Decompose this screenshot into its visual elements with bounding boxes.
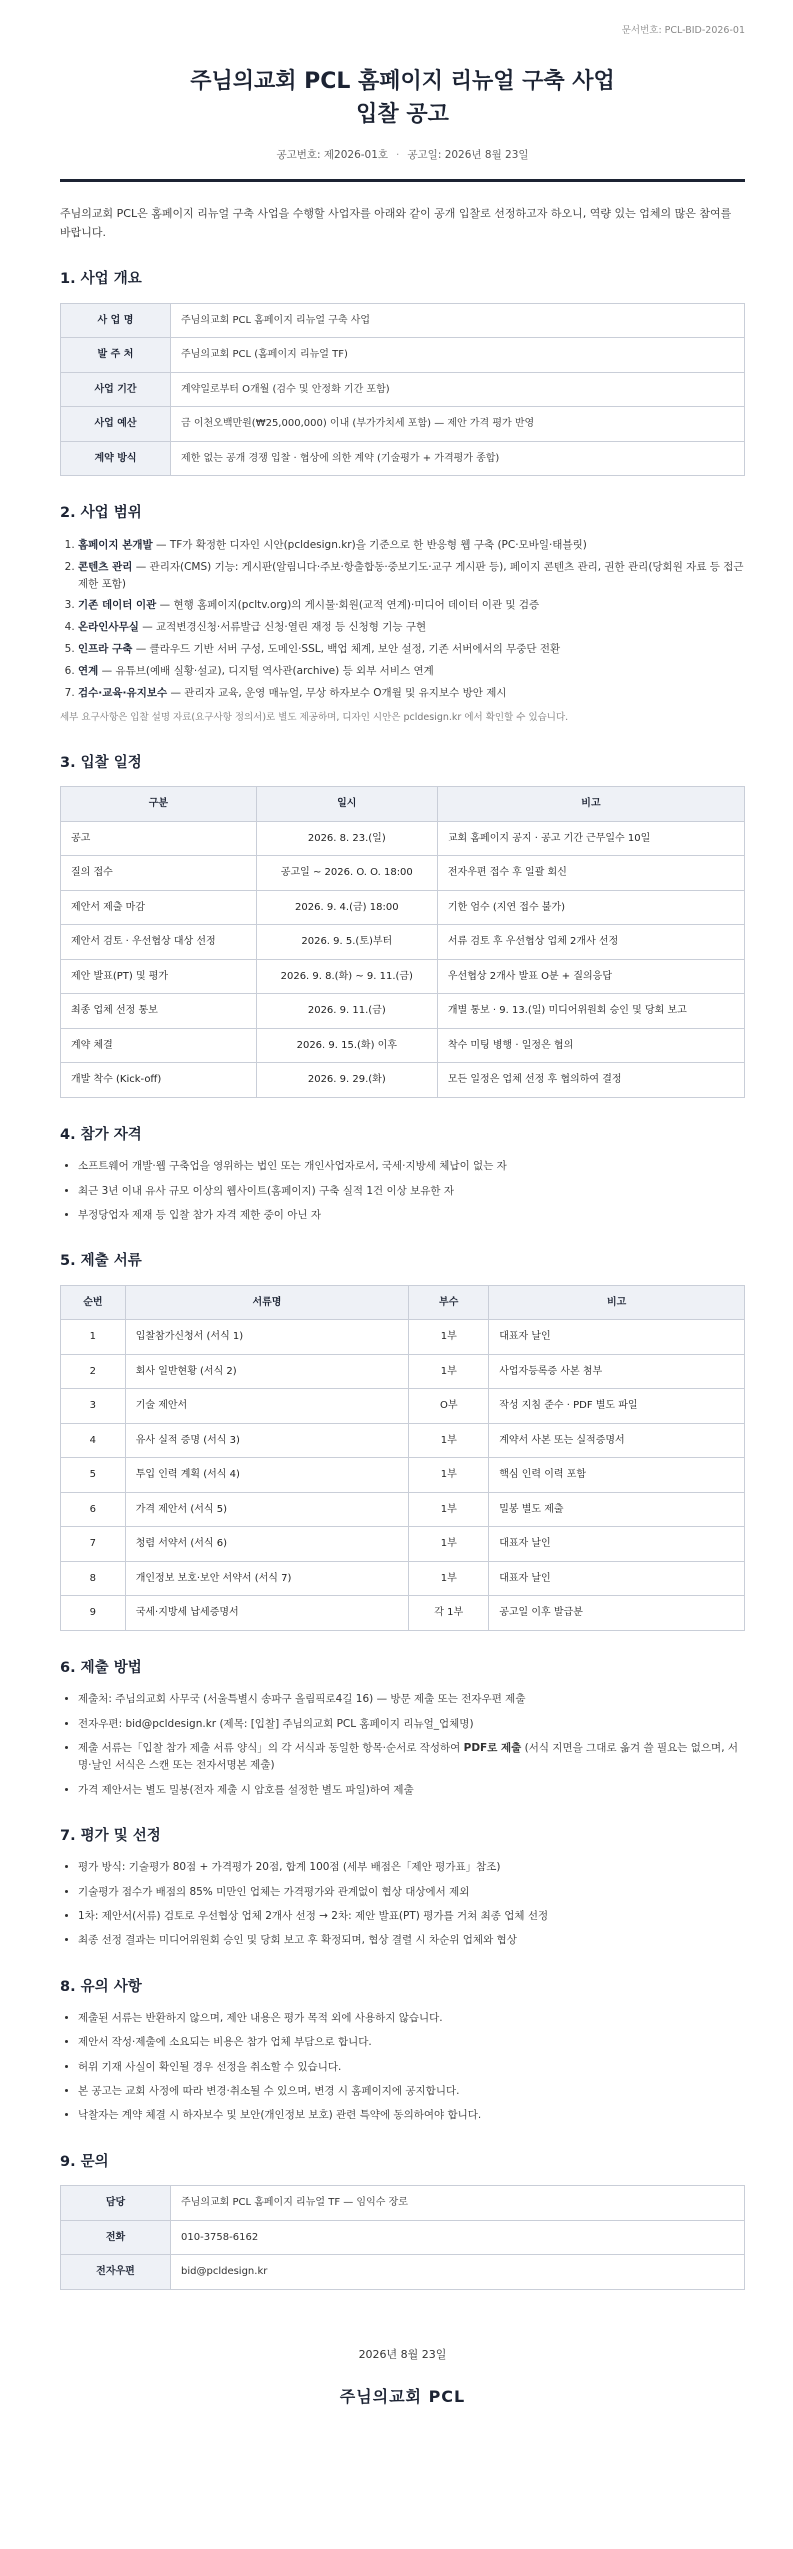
schedule-table	[60, 786, 745, 1098]
table-cell: 우선협상 2개사 발표 O분 + 질의응답	[437, 959, 744, 994]
row-value: 금 이천오백만원(₩25,000,000) 이내 (부가가치세 포함) — 제안 가격 평가 반영	[171, 407, 745, 442]
row-value: 제한 없는 공개 경쟁 입찰 · 협상에 의한 계약 (기술평가 + 가격평가 종합)	[171, 441, 745, 476]
document-row	[61, 1596, 745, 1631]
row-label: 전자우편	[61, 2255, 171, 2290]
scope-item-title: 온라인사무실	[78, 621, 139, 634]
submission-list	[60, 1691, 745, 1799]
list-item: • 평가 방식: 기술평가 80점 + 가격평가 20점, 합계 100점 (세부 배점은「제안 평가표」참조)	[78, 1859, 745, 1876]
list-item: • 허위 기재 사실이 확인될 경우 선정을 취소할 수 있습니다.	[78, 2059, 745, 2076]
table-cell: 6	[61, 1492, 126, 1527]
evaluation-list	[60, 1859, 745, 1949]
row-label: 전화	[61, 2220, 171, 2255]
row-label: 계약 방식	[61, 441, 171, 476]
scope-item-text: — 클라우드 기반 서버 구성, 도메인·SSL, 백업 체계, 보안 설정, 기존 서버에서의 무중단 전환	[132, 642, 561, 655]
table-cell: 1부	[409, 1320, 489, 1355]
table-cell: 투입 인력 계획 (서식 4)	[125, 1458, 408, 1493]
footer-date: 2026년 8월 23일	[358, 2347, 447, 2361]
schedule-row	[61, 1028, 745, 1063]
table-cell: 교회 홈페이지 공지 · 공고 기간 근무일수 10일	[437, 821, 744, 856]
row-label: 사 업 명	[61, 303, 171, 338]
table-cell: 2026. 8. 23.(일)	[256, 821, 437, 856]
table-cell: 1부	[409, 1492, 489, 1527]
table-cell: 2026. 9. 15.(화) 이후	[256, 1028, 437, 1063]
table-cell: 개별 통보 · 9. 13.(일) 미디어위원회 승인 및 당회 보고	[437, 994, 744, 1029]
item-text: 제출처: 주님의교회 사무국 (서울특별시 송파구 올림픽로4길 16) — 방문 제출 또는 전자우편 제출	[78, 1693, 526, 1706]
schedule-row	[61, 925, 745, 960]
row-value: bid@pcldesign.kr	[171, 2255, 745, 2290]
title-divider	[60, 179, 745, 182]
table-cell: 2	[61, 1354, 126, 1389]
list-item	[78, 619, 745, 636]
meta-separator: ·	[396, 148, 400, 161]
item-text-tail: (서식 지면을 그대로 옮겨 쓸 필요는 없으며, 서명·날인 서식은 스캔 또는 전자서명본 제출)	[78, 1741, 739, 1772]
table-cell: 개발 착수 (Kick-off)	[61, 1063, 257, 1098]
scope-item-title: 기존 데이터 이관	[78, 599, 157, 612]
notice-meta	[60, 147, 745, 163]
list-item	[78, 1782, 745, 1799]
contact-table	[60, 2185, 745, 2290]
list-item	[78, 1691, 745, 1708]
table-cell: 5	[61, 1458, 126, 1493]
section-heading-schedule: 3. 입찰 일정	[60, 755, 142, 772]
table-cell: 밀봉 별도 제출	[489, 1492, 745, 1527]
table-cell: 3	[61, 1389, 126, 1424]
section-heading-eligibility: 4. 참가 자격	[60, 1126, 142, 1143]
list-item: • 최종 선정 결과는 미디어위원회 승인 및 당회 보고 후 확정되며, 협상 결렬 시 차순위 업체와 협상	[78, 1932, 745, 1949]
schedule-row	[61, 821, 745, 856]
row-label: 사업 예산	[61, 407, 171, 442]
schedule-row	[61, 890, 745, 925]
scope-note: 세부 요구사항은 입찰 설명 자료(요구사항 정의서)로 별도 제공하며, 디자인 시안은 pcldesign.kr 에서 확인할 수 있습니다.	[60, 712, 569, 724]
schedule-row	[61, 1063, 745, 1098]
table-cell: 서류 검토 후 우선협상 업체 2개사 선정	[437, 925, 744, 960]
overview-row	[61, 372, 745, 407]
table-cell: 유사 실적 증명 (서식 3)	[125, 1423, 408, 1458]
document-row	[61, 1561, 745, 1596]
table-cell: 작성 지침 준수 · PDF 별도 파일	[489, 1389, 745, 1424]
list-item	[78, 597, 745, 614]
table-cell: 1부	[409, 1423, 489, 1458]
footer-organization: 주님의교회 PCL	[339, 2386, 466, 2406]
column-header: 부수	[409, 1285, 489, 1320]
scope-item-title: 연계	[78, 664, 99, 677]
list-item	[78, 537, 745, 554]
table-cell: 1부	[409, 1561, 489, 1596]
list-item: • 본 공고는 교회 사정에 따라 변경·취소될 수 있으며, 변경 시 홈페이지에 공지합니다.	[78, 2083, 745, 2100]
title-line-1: 주님의교회 PCL 홈페이지 리뉴얼 구축 사업	[190, 68, 615, 94]
item-text: 제출 서류는「입찰 참가 제출 서류 양식」의 각 서식과 동일한 항목·순서로 작성하여	[78, 1741, 464, 1754]
table-cell: 2026. 9. 5.(토)부터	[256, 925, 437, 960]
table-cell: 국세·지방세 납세증명서	[125, 1596, 408, 1631]
row-value: 계약일로부터 O개월 (검수 및 안정화 기간 포함)	[171, 372, 745, 407]
table-cell: 제안서 제출 마감	[61, 890, 257, 925]
table-cell: 대표자 날인	[489, 1527, 745, 1562]
notice-date: 공고일: 2026년 8월 23일	[407, 148, 529, 161]
list-item: • 기술평가 점수가 배점의 85% 미만인 업체는 가격평가와 관계없이 협상 대상에서 제외	[78, 1884, 745, 1901]
list-item: • 부정당업자 제재 등 입찰 참가 자격 제한 중이 아닌 자	[78, 1207, 745, 1224]
section-heading-overview: 1. 사업 개요	[60, 271, 142, 288]
table-cell: 9	[61, 1596, 126, 1631]
list-item: • 최근 3년 이내 유사 규모 이상의 웹사이트(홈페이지) 구축 실적 1건 이상 보유한 자	[78, 1183, 745, 1200]
table-cell: 공고	[61, 821, 257, 856]
table-cell: 1부	[409, 1527, 489, 1562]
table-cell: 질의 접수	[61, 856, 257, 891]
table-cell: 착수 미팅 병행 · 일정은 협의	[437, 1028, 744, 1063]
item-text: 전자우편: bid@pcldesign.kr (제목: [입찰] 주님의교회 PCL 홈페이지 리뉴얼_업체명)	[78, 1717, 474, 1730]
item-text: 가격 제안서는 별도 밀봉(전자 제출 시 암호를 설정한 별도 파일)하여 제출	[78, 1783, 414, 1796]
section-heading-contact: 9. 문의	[60, 2153, 109, 2170]
scope-item-title: 홈페이지 본개발	[78, 538, 153, 551]
document-row	[61, 1527, 745, 1562]
column-header: 순번	[61, 1285, 126, 1320]
table-cell: 2026. 9. 29.(화)	[256, 1063, 437, 1098]
column-header: 일시	[256, 787, 437, 822]
table-cell: 기한 엄수 (지연 접수 불가)	[437, 890, 744, 925]
table-cell: 2026. 9. 8.(화) ~ 9. 11.(금)	[256, 959, 437, 994]
row-value: 주님의교회 PCL 홈페이지 리뉴얼 구축 사업	[171, 303, 745, 338]
section-heading-submission: 6. 제출 방법	[60, 1659, 142, 1676]
table-cell: 계약 체결	[61, 1028, 257, 1063]
document-row	[61, 1389, 745, 1424]
schedule-row	[61, 856, 745, 891]
document-row	[61, 1354, 745, 1389]
list-item	[78, 1740, 745, 1775]
item-emphasis: PDF로 제출	[463, 1741, 522, 1754]
row-value: 010-3758-6162	[171, 2220, 745, 2255]
scope-list	[60, 537, 745, 701]
scope-item-text: — 교적변경신청·서류발급 신청·열린 재정 등 신청형 기능 구현	[138, 621, 427, 634]
overview-row	[61, 338, 745, 373]
table-cell: 각 1부	[409, 1596, 489, 1631]
table-cell: 모든 일정은 업체 선정 후 협의하여 결정	[437, 1063, 744, 1098]
scope-item-text: — 유튜브(예배 실황·설교), 디지털 역사관(archive) 등 외부 서비스 연계	[98, 664, 434, 677]
list-item: • 1차: 제안서(서류) 검토로 우선협상 업체 2개사 선정 → 2차: 제안 발표(PT) 평가를 거쳐 최종 업체 선정	[78, 1908, 745, 1925]
scope-item-text: — 관리자 교육, 운영 매뉴얼, 무상 하자보수 O개월 및 유지보수 방안 제시	[167, 686, 507, 699]
section-heading-evaluation: 7. 평가 및 선정	[60, 1827, 161, 1844]
list-item: • 제안서 작성·제출에 소요되는 비용은 참가 업체 부담으로 합니다.	[78, 2034, 745, 2051]
title-line-2: 입찰 공고	[356, 101, 449, 127]
list-item	[78, 641, 745, 658]
scope-item-title: 인프라 구축	[78, 642, 133, 655]
table-cell: 대표자 날인	[489, 1320, 745, 1355]
schedule-row	[61, 994, 745, 1029]
table-cell: 입찰참가신청서 (서식 1)	[125, 1320, 408, 1355]
overview-row	[61, 441, 745, 476]
list-item	[78, 1716, 745, 1733]
document-row	[61, 1320, 745, 1355]
list-item	[78, 663, 745, 680]
table-cell: 개인정보 보호·보안 서약서 (서식 7)	[125, 1561, 408, 1596]
table-cell: 2026. 9. 11.(금)	[256, 994, 437, 1029]
list-item: • 낙찰자는 계약 체결 시 하자보수 및 보안(개인정보 보호) 관련 특약에 동의하여야 합니다.	[78, 2107, 745, 2124]
table-cell: 8	[61, 1561, 126, 1596]
column-header: 서류명	[125, 1285, 408, 1320]
contact-row	[61, 2255, 745, 2290]
schedule-row	[61, 959, 745, 994]
contact-row	[61, 2220, 745, 2255]
row-label: 담당	[61, 2186, 171, 2221]
table-cell: 공고일 이후 발급분	[489, 1596, 745, 1631]
table-cell: 사업자등록증 사본 첨부	[489, 1354, 745, 1389]
contact-row	[61, 2186, 745, 2221]
page-title	[60, 65, 745, 131]
overview-row	[61, 407, 745, 442]
notes-list	[60, 2010, 745, 2125]
table-cell: 4	[61, 1423, 126, 1458]
column-header: 구분	[61, 787, 257, 822]
document-row	[61, 1492, 745, 1527]
table-cell: O부	[409, 1389, 489, 1424]
row-value: 주님의교회 PCL (홈페이지 리뉴얼 TF)	[171, 338, 745, 373]
column-header: 비고	[489, 1285, 745, 1320]
list-item	[78, 685, 745, 702]
document-row	[61, 1458, 745, 1493]
table-cell: 대표자 날인	[489, 1561, 745, 1596]
table-cell: 제안 발표(PT) 및 평가	[61, 959, 257, 994]
section-heading-notes: 8. 유의 사항	[60, 1978, 142, 1995]
table-cell: 1부	[409, 1458, 489, 1493]
list-item: • 소프트웨어 개발·웹 구축업을 영위하는 법인 또는 개인사업자로서, 국세·지방세 체납이 없는 자	[78, 1158, 745, 1175]
scope-item-title: 콘텐츠 관리	[78, 560, 133, 573]
table-cell: 기술 제안서	[125, 1389, 408, 1424]
section-heading-documents: 5. 제출 서류	[60, 1253, 142, 1270]
scope-item-text: — 관리자(CMS) 기능: 게시판(알림니다·주보·항출합동·중보기도·교구 게시판 등), 페이지 콘텐츠 관리, 권한 관리(당회원 자료 등 접근 제한 포함)	[78, 560, 744, 590]
table-cell: 공고일 ~ 2026. O. O. 18:00	[256, 856, 437, 891]
table-cell: 계약서 사본 또는 실적증명서	[489, 1423, 745, 1458]
table-cell: 제안서 검토 · 우선협상 대상 선정	[61, 925, 257, 960]
scope-item-text: — TF가 확정한 디자인 시안(pcldesign.kr)을 기준으로 한 반응형 웹 구축 (PC·모바일·태블릿)	[152, 538, 587, 551]
overview-row	[61, 303, 745, 338]
document-footer	[60, 2346, 745, 2410]
row-label: 사업 기간	[61, 372, 171, 407]
table-cell: 회사 일반현황 (서식 2)	[125, 1354, 408, 1389]
list-item	[78, 559, 745, 593]
row-label: 발 주 처	[61, 338, 171, 373]
table-cell: 최종 업체 선정 통보	[61, 994, 257, 1029]
notice-number: 공고번호: 제2026-01호	[276, 148, 389, 161]
eligibility-list	[60, 1158, 745, 1224]
table-cell: 전자우편 접수 후 일괄 회신	[437, 856, 744, 891]
documents-table	[60, 1285, 745, 1631]
document-number: 문서번호: PCL-BID-2026-01	[621, 25, 745, 36]
list-item: • 제출된 서류는 반환하지 않으며, 제안 내용은 평가 목적 외에 사용하지 않습니다.	[78, 2010, 745, 2027]
table-cell: 핵심 인력 이력 포함	[489, 1458, 745, 1493]
scope-item-title: 검수·교육·유지보수	[78, 686, 168, 699]
section-heading-scope: 2. 사업 범위	[60, 505, 142, 522]
table-cell: 가격 제안서 (서식 5)	[125, 1492, 408, 1527]
column-header: 비고	[437, 787, 744, 822]
overview-table	[60, 303, 745, 477]
scope-item-text: — 현행 홈페이지(pcltv.org)의 게시물·회원(교적 연계)·미디어 데이터 이관 및 검증	[156, 599, 540, 612]
document-row	[61, 1423, 745, 1458]
table-cell: 청렴 서약서 (서식 6)	[125, 1527, 408, 1562]
table-cell: 1	[61, 1320, 126, 1355]
table-cell: 7	[61, 1527, 126, 1562]
table-cell: 1부	[409, 1354, 489, 1389]
row-value: 주님의교회 PCL 홈페이지 리뉴얼 TF — 임익수 장로	[171, 2186, 745, 2221]
table-cell: 2026. 9. 4.(금) 18:00	[256, 890, 437, 925]
intro-paragraph: 주님의교회 PCL은 홈페이지 리뉴얼 구축 사업을 수행할 사업자를 아래와 같이 공개 입찰로 선정하고자 하오니, 역량 있는 업체의 많은 참여를 바랍니다.	[60, 206, 732, 240]
